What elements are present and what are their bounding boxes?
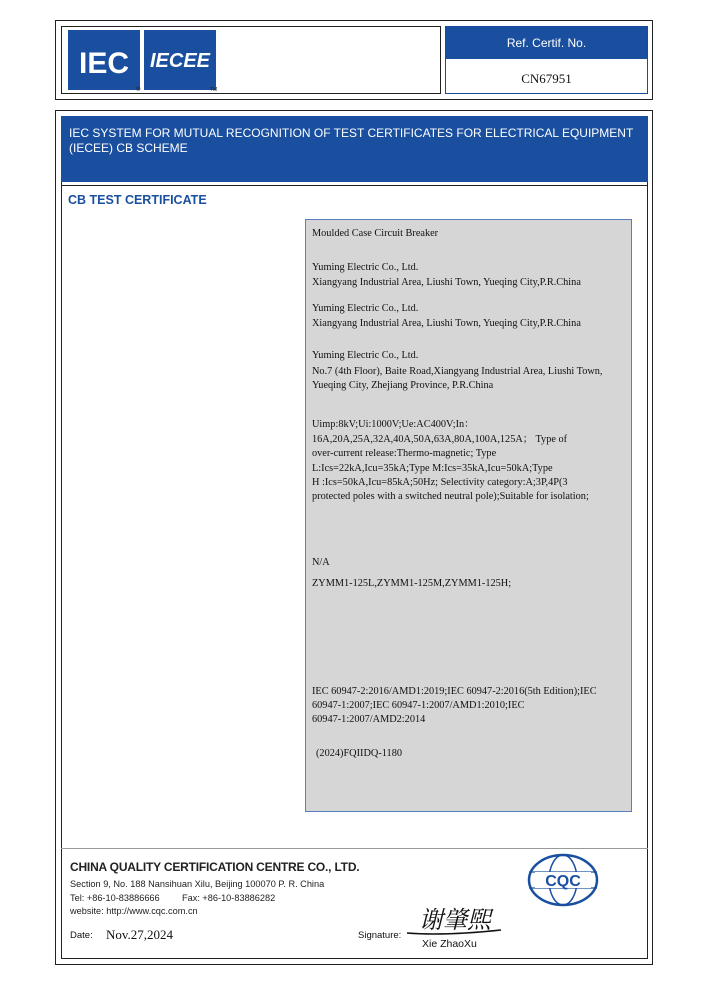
manufacturer-address: Xiangyang Industrial Area, Liushi Town, Yueqing City,P.R.China [312, 318, 581, 329]
report-reference: (2024)FQIIDQ-1180 [316, 748, 402, 759]
handwritten-signature [405, 900, 505, 938]
svg-text:TM: TM [210, 87, 218, 93]
svg-text:谢肇煕: 谢肇煕 [419, 906, 491, 934]
date-label: Date: [70, 930, 93, 941]
ratings-line4: L:Ics=22kA,Icu=35kA;Type M:Ics=35kA,Icu=50kA;Type [312, 463, 553, 474]
cqc-logo-text: CQC [545, 873, 581, 890]
footer-divider [61, 848, 648, 849]
applicant-name: Yuming Electric Co., Ltd. [312, 262, 419, 273]
manufacturer-name: Yuming Electric Co., Ltd. [312, 303, 419, 314]
svg-text:®: ® [136, 87, 141, 93]
ratings-line6: protected poles with a switched neutral pole);Suitable for isolation; [312, 491, 589, 502]
organization-fax: Fax: +86-10-83886282 [182, 893, 276, 903]
ratings-line2: 16A,20A,25A,32A,40A,50A,63A,80A,100A,125A； Type of [312, 434, 568, 445]
signer-name: Xie ZhaoXu [422, 938, 477, 950]
logo-iec-text: IEC [78, 47, 130, 80]
ratings-line5: H :Ics=50kA,Icu=85kA;50Hz; Selectivity category:A;3P,4P(3 [312, 477, 568, 488]
factory-address-line1: No.7 (4th Floor), Baite Road,Xiangyang Industrial Area, Liushi Town, [312, 366, 603, 377]
standard-line2: 60947-1:2007;IEC 60947-1:2007/AMD1:2010;IEC [312, 700, 525, 711]
standard-line3: 60947-1:2007/AMD2:2014 [312, 714, 426, 725]
date-value: Nov.27,2024 [106, 927, 174, 942]
organization-website: website: http://www.cqc.com.cn [70, 906, 198, 916]
trademark-field: N/A [312, 557, 330, 568]
ratings-line3: over-current release:Thermo-magnetic; Type [312, 448, 497, 459]
logo-iecee-text: IECEE [149, 50, 211, 72]
standard-line1: IEC 60947-2:2016/AMD1:2019;IEC 60947-2:2016(5th Edition);IEC [312, 686, 597, 697]
certificate-title: CB TEST CERTIFICATE [68, 193, 207, 207]
cqc-logo [525, 852, 601, 908]
factory-name: Yuming Electric Co., Ltd. [312, 350, 419, 361]
ref-value: CN67951 [521, 71, 572, 86]
ref-label: Ref. Certif. No. [446, 27, 647, 59]
organization-name: CHINA QUALITY CERTIFICATION CENTRE CO., LTD. [70, 860, 360, 874]
system-title: IEC SYSTEM FOR MUTUAL RECOGNITION OF TEST CERTIFICATES FOR ELECTRICAL EQUIPMENT (IECEE) CB SCHEME [61, 116, 648, 182]
ratings-line1: Uimp:8kV;Ui:1000V;Ue:AC400V;In： [312, 419, 475, 430]
product-field: Moulded Case Circuit Breaker [312, 228, 439, 239]
iec-iecee-logo [61, 26, 441, 94]
divider [61, 185, 648, 186]
organization-address: Section 9, No. 188 Nansihuan Xilu, Beijing 100070 P. R. China [70, 879, 325, 889]
factory-address-line2: Yueqing City, Zhejiang Province, P.R.China [312, 380, 494, 391]
organization-tel: Tel: +86-10-83886666 [70, 893, 160, 903]
ref-certificate-box [445, 26, 648, 94]
signature-label: Signature: [358, 930, 402, 941]
models-field: ZYMM1-125L,ZYMM1-125M,ZYMM1-125H; [312, 578, 512, 589]
applicant-address: Xiangyang Industrial Area, Liushi Town, Yueqing City,P.R.China [312, 277, 581, 288]
